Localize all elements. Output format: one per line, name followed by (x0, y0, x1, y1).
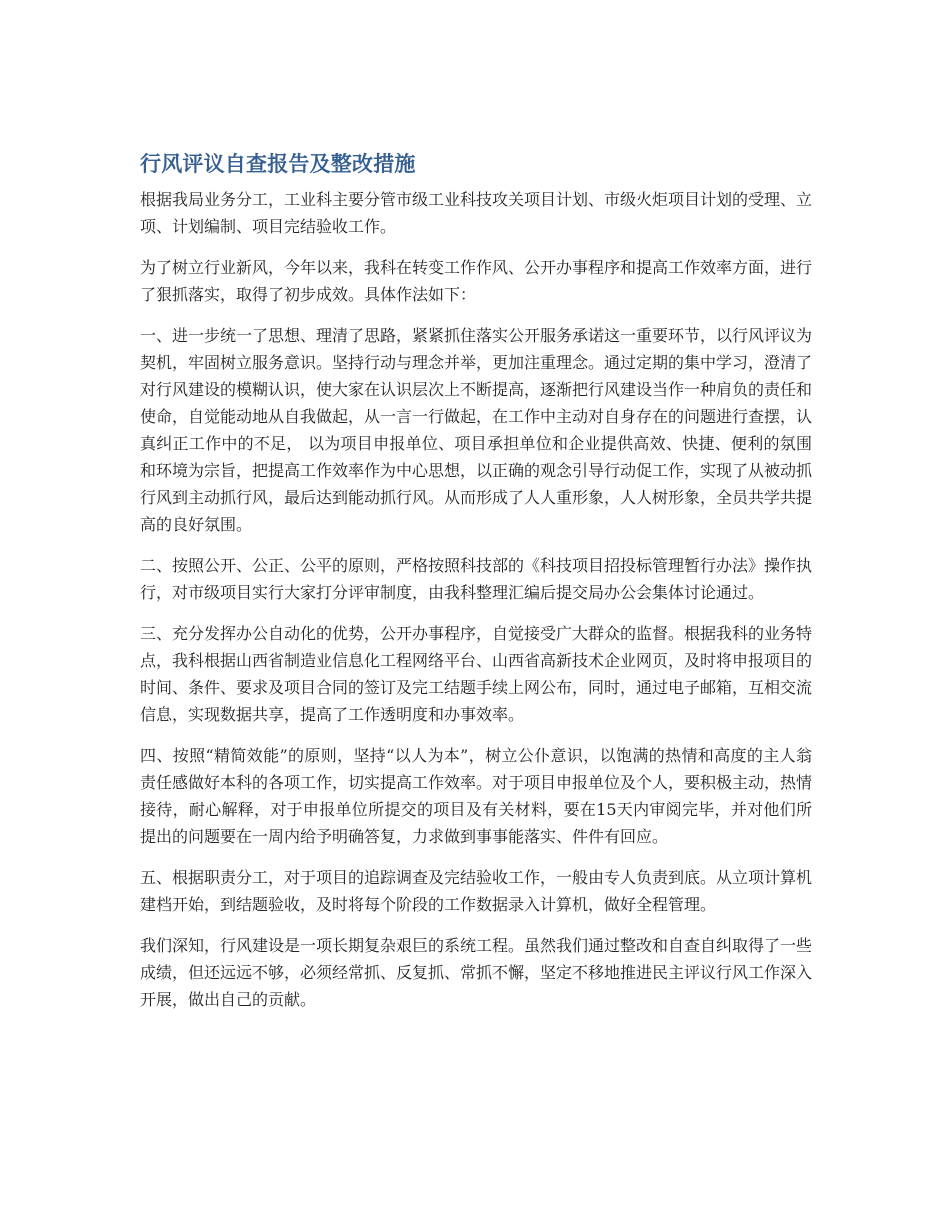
paragraph-background: 为了树立行业新风，今年以来，我科在转变工作作风、公开办事程序和提高工作效率方面，进行了狠抓落实，取得了初步成效。具体作法如下： (140, 258, 813, 304)
paragraph-item-5: 五、根据职责分工，对于项目的追踪调查及完结验收工作，一般由专人负责到底。从立项计算机建档开始，到结题验收，及时将每个阶段的工作数据录入计算机，做好全程管理。 (140, 868, 813, 914)
paragraph-item-4: 四、按照“精简效能”的原则，坚持“以人为本”，树立公仆意识，以饱满的热情和高度的主人翁责任感做好本科的各项工作，切实提高工作效率。对于项目申报单位及个人，要积极主动，热情接待，耐心解释，对于申报单位所提交的项目及有关材料，要在15天内审阅完毕，并对他们所提出的问题要在一周内给予明确答复，力求做到事事能落实、件件有回应。 (140, 746, 813, 846)
paragraph-item-2: 二、按照公开、公正、公平的原则，严格按照科技部的《科技项目招投标管理暂行办法》操作执行，对市级项目实行大家打分评审制度，由我科整理汇编后提交局办公会集体讨论通过。 (140, 556, 813, 602)
paragraph-item-1: 一、进一步统一了思想、理清了思路，紧紧抓住落实公开服务承诺这一重要环节，以行风评议为契机，牢固树立服务意识。坚持行动与理念并举，更加注重理念。通过定期的集中学习，澄清了对行风建设的模糊认识，使大家在认识层次上不断提高，逐渐把行风建设当作一种肩负的责任和使命，自觉能动地从自我做起，从一言一行做起，在工作中主动对自身存在的问题进行查摆，认真纠正工作中的不足， 以为项目申报单位、项目承担单位和企业提供高效、快捷、便利的氛围和环境为宗旨，把提高工作效率作为中心思想，以正确的观念引导行动促工作，实现了从被动抓行风到主动抓行风，最后达到能动抓行风。从而形成了人人重形象，人人树形象，全员共学共提高的良好氛围。 (140, 326, 813, 534)
document-title: 行风评议自查报告及整改措施 (140, 152, 416, 176)
paragraph-item-3: 三、充分发挥办公自动化的优势，公开办事程序，自觉接受广大群众的监督。根据我科的业务特点，我科根据山西省制造业信息化工程网络平台、山西省高新技术企业网页，及时将申报项目的时间、条件、要求及项目合同的签订及完工结题手续上网公布，同时，通过电子邮箱，互相交流信息，实现数据共享，提高了工作透明度和办事效率。 (140, 624, 813, 724)
document-page (140, 148, 812, 1027)
paragraph-intro: 根据我局业务分工，工业科主要分管市级工业科技攻关项目计划、市级火炬项目计划的受理、立项、计划编制、项目完结验收工作。 (140, 190, 813, 236)
paragraph-conclusion: 我们深知，行风建设是一项长期复杂艰巨的系统工程。虽然我们通过整改和自查自纠取得了一些成绩，但还远远不够，必须经常抓、反复抓、常抓不懈，坚定不移地推进民主评议行风工作深入开展，做出自己的贡献。 (140, 936, 813, 1009)
